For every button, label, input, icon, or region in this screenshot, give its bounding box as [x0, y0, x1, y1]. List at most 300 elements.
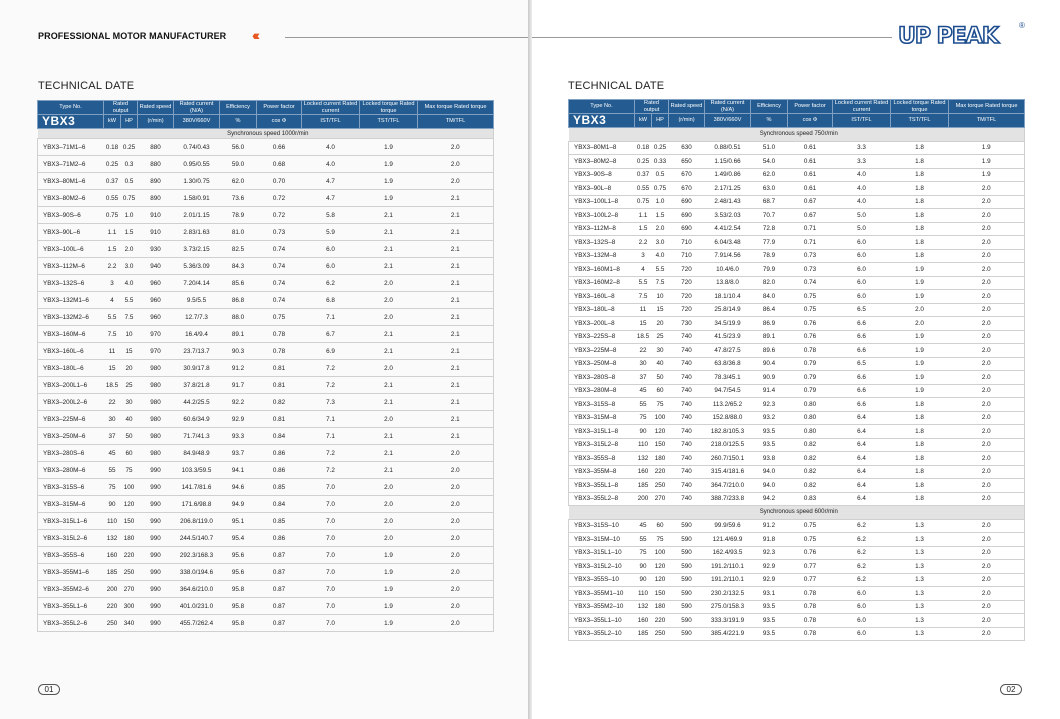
value-cell: 7.0 — [302, 598, 360, 615]
value-cell: 82.5 — [220, 241, 257, 258]
value-cell: 890 — [138, 190, 174, 207]
value-cell: 7.2 — [302, 377, 360, 394]
value-cell: 1.9 — [949, 141, 1025, 155]
value-cell: 720 — [669, 290, 705, 304]
value-cell: 10.4/6.0 — [705, 263, 751, 277]
value-cell: 93.5 — [751, 425, 788, 439]
model-cell: YBX3–355M1–6 — [38, 564, 104, 581]
value-cell: 1.9 — [891, 357, 949, 371]
value-cell: 11 — [635, 303, 652, 317]
value-cell: 6.8 — [302, 292, 360, 309]
value-cell: 110 — [104, 513, 121, 530]
value-cell: 720 — [669, 263, 705, 277]
value-cell: 1.8 — [891, 222, 949, 236]
header-locked-current: Locked current Rated current — [833, 100, 891, 114]
value-cell: 6.6 — [833, 330, 891, 344]
value-cell: 385.4/221.9 — [705, 627, 751, 641]
value-cell: 93.1 — [751, 587, 788, 601]
value-cell: 710 — [669, 236, 705, 250]
value-cell: 93.8 — [751, 452, 788, 466]
value-cell: 590 — [669, 519, 705, 533]
value-cell: 7.0 — [302, 479, 360, 496]
value-cell: 2.1 — [360, 462, 418, 479]
value-cell: 68.7 — [751, 195, 788, 209]
value-cell: 93.5 — [751, 600, 788, 614]
value-cell: 2.0 — [949, 357, 1025, 371]
value-cell: 78.3/45.1 — [705, 371, 751, 385]
value-cell: 740 — [669, 465, 705, 479]
model-cell: YBX3–132S–6 — [38, 275, 104, 292]
model-cell: YBX3–355S–8 — [569, 452, 635, 466]
value-cell: 970 — [138, 326, 174, 343]
table-row — [569, 317, 1025, 331]
header-unit-rmin: (r/min) — [669, 114, 705, 128]
model-cell: YBX3–100L2–8 — [569, 209, 635, 223]
model-cell: YBX3–200L2–6 — [38, 394, 104, 411]
value-cell: 2.0 — [949, 276, 1025, 290]
value-cell: 95.6 — [220, 547, 257, 564]
value-cell: 275.0/158.3 — [705, 600, 751, 614]
table-row — [569, 371, 1025, 385]
value-cell: 2.0 — [949, 209, 1025, 223]
header-unit-cos: cos Φ — [257, 115, 302, 129]
value-cell: 0.55 — [635, 182, 652, 196]
value-cell: 2.1 — [360, 377, 418, 394]
value-cell: 670 — [669, 182, 705, 196]
value-cell: 364.6/210.0 — [174, 581, 220, 598]
model-cell: YBX3–355M2–6 — [38, 581, 104, 598]
value-cell: 20 — [652, 317, 669, 331]
table-row — [38, 275, 494, 292]
value-cell: 0.74 — [257, 292, 302, 309]
spec-table — [568, 99, 1025, 641]
table-row — [569, 236, 1025, 250]
value-cell: 2.1 — [418, 326, 494, 343]
value-cell: 6.6 — [833, 371, 891, 385]
value-cell: 40 — [121, 411, 138, 428]
header-power-factor: Power factor — [788, 100, 833, 114]
model-cell: YBX3–315S–6 — [38, 479, 104, 496]
value-cell: 0.72 — [257, 190, 302, 207]
value-cell: 5.8 — [302, 207, 360, 224]
table-row — [38, 156, 494, 173]
value-cell: 7.2 — [302, 360, 360, 377]
value-cell: 1.8 — [891, 195, 949, 209]
value-cell: 0.82 — [788, 438, 833, 452]
value-cell: 6.0 — [833, 614, 891, 628]
value-cell: 740 — [669, 411, 705, 425]
value-cell: 3.53/2.03 — [705, 209, 751, 223]
value-cell: 0.81 — [257, 377, 302, 394]
model-cell: YBX3–112M–8 — [569, 222, 635, 236]
table-row — [569, 249, 1025, 263]
value-cell: 740 — [669, 425, 705, 439]
value-cell: 5.5 — [104, 309, 121, 326]
value-cell: 1.0 — [652, 195, 669, 209]
value-cell: 590 — [669, 600, 705, 614]
value-cell: 191.2/110.1 — [705, 560, 751, 574]
value-cell: 22 — [104, 394, 121, 411]
value-cell: 0.78 — [788, 600, 833, 614]
value-cell: 6.4 — [833, 425, 891, 439]
value-cell: 110 — [635, 587, 652, 601]
value-cell: 1.5 — [635, 222, 652, 236]
value-cell: 0.75 — [788, 290, 833, 304]
value-cell: 0.84 — [257, 428, 302, 445]
value-cell: 5.5 — [652, 263, 669, 277]
value-cell: 120 — [652, 573, 669, 587]
value-cell: 54.0 — [751, 155, 788, 169]
value-cell: 880 — [138, 156, 174, 173]
model-cell: YBX3–160M2–8 — [569, 276, 635, 290]
value-cell: 0.74 — [257, 275, 302, 292]
value-cell: 4.0 — [652, 249, 669, 263]
table-row — [569, 276, 1025, 290]
value-cell: 2.48/1.43 — [705, 195, 751, 209]
value-cell: 63.8/36.8 — [705, 357, 751, 371]
value-cell: 0.77 — [788, 573, 833, 587]
value-cell: 2.1 — [418, 377, 494, 394]
value-cell: 0.75 — [104, 207, 121, 224]
value-cell: 1.58/0.91 — [174, 190, 220, 207]
model-cell: YBX3–355L1–6 — [38, 598, 104, 615]
value-cell: 34.5/19.9 — [705, 317, 751, 331]
value-cell: 6.5 — [833, 303, 891, 317]
value-cell: 50 — [121, 428, 138, 445]
value-cell: 63.0 — [751, 182, 788, 196]
value-cell: 0.74 — [788, 276, 833, 290]
table-row — [38, 360, 494, 377]
table-row — [38, 241, 494, 258]
value-cell: 132 — [104, 530, 121, 547]
value-cell: 0.73 — [788, 263, 833, 277]
value-cell: 990 — [138, 530, 174, 547]
value-cell: 141.7/81.6 — [174, 479, 220, 496]
value-cell: 0.75 — [788, 303, 833, 317]
value-cell: 59.0 — [220, 156, 257, 173]
value-cell: 1.3 — [891, 573, 949, 587]
value-cell: 94.2 — [751, 492, 788, 506]
value-cell: 270 — [652, 492, 669, 506]
value-cell: 185 — [635, 479, 652, 493]
value-cell: 1.49/0.86 — [705, 168, 751, 182]
value-cell: 0.68 — [257, 156, 302, 173]
model-cell: YBX3–355M2–10 — [569, 600, 635, 614]
table-row — [569, 222, 1025, 236]
value-cell: 1.9 — [891, 330, 949, 344]
value-cell: 2.0 — [949, 560, 1025, 574]
value-cell: 1.0 — [121, 207, 138, 224]
table-row — [569, 587, 1025, 601]
value-cell: 2.0 — [949, 290, 1025, 304]
value-cell: 990 — [138, 615, 174, 632]
value-cell: 7.20/4.14 — [174, 275, 220, 292]
value-cell: 0.74/0.43 — [174, 139, 220, 156]
value-cell: 90.9 — [751, 371, 788, 385]
value-cell: 2.0 — [949, 263, 1025, 277]
table-row — [569, 168, 1025, 182]
header-unit-tm: TM/TFL — [418, 115, 494, 129]
value-cell: 73.6 — [220, 190, 257, 207]
table-row — [38, 139, 494, 156]
value-cell: 338.0/194.6 — [174, 564, 220, 581]
table-row — [569, 465, 1025, 479]
model-cell: YBX3–160M1–8 — [569, 263, 635, 277]
value-cell: 15 — [652, 303, 669, 317]
value-cell: 92.9 — [751, 573, 788, 587]
value-cell: 45 — [635, 519, 652, 533]
value-cell: 2.0 — [949, 249, 1025, 263]
value-cell: 6.2 — [833, 519, 891, 533]
value-cell: 0.79 — [788, 371, 833, 385]
value-cell: 89.6 — [751, 344, 788, 358]
table-row — [569, 438, 1025, 452]
value-cell: 5.0 — [833, 222, 891, 236]
table-row — [569, 519, 1025, 533]
value-cell: 315.4/181.6 — [705, 465, 751, 479]
value-cell: 590 — [669, 533, 705, 547]
value-cell: 2.0 — [418, 496, 494, 513]
value-cell: 6.0 — [833, 587, 891, 601]
page-title: TECHNICAL DATE — [38, 80, 135, 92]
table-row — [569, 344, 1025, 358]
value-cell: 7.5 — [121, 309, 138, 326]
value-cell: 162.4/93.5 — [705, 546, 751, 560]
value-cell: 250 — [104, 615, 121, 632]
value-cell: 18.1/10.4 — [705, 290, 751, 304]
value-cell: 6.0 — [833, 600, 891, 614]
value-cell: 740 — [669, 357, 705, 371]
value-cell: 0.5 — [121, 173, 138, 190]
value-cell: 2.0 — [418, 139, 494, 156]
value-cell: 2.0 — [949, 411, 1025, 425]
value-cell: 90 — [104, 496, 121, 513]
value-cell: 590 — [669, 573, 705, 587]
value-cell: 13.8/8.0 — [705, 276, 751, 290]
value-cell: 95.4 — [220, 530, 257, 547]
value-cell: 0.87 — [257, 598, 302, 615]
value-cell: 60 — [652, 519, 669, 533]
value-cell: 1.8 — [891, 141, 949, 155]
value-cell: 182.8/105.3 — [705, 425, 751, 439]
header-unit-pct: % — [751, 114, 788, 128]
value-cell: 1.8 — [891, 236, 949, 250]
value-cell: 92.9 — [751, 560, 788, 574]
value-cell: 0.67 — [788, 195, 833, 209]
model-cell: YBX3–315M–10 — [569, 533, 635, 547]
value-cell: 90 — [635, 573, 652, 587]
value-cell: 0.76 — [788, 546, 833, 560]
value-cell: 90 — [635, 560, 652, 574]
value-cell: 980 — [138, 360, 174, 377]
header-type-no: Type No. — [38, 101, 104, 115]
value-cell: 740 — [669, 371, 705, 385]
value-cell: 670 — [669, 168, 705, 182]
value-cell: 7.2 — [302, 445, 360, 462]
header-rated-output: Rated output — [635, 100, 669, 114]
value-cell: 7.5 — [652, 276, 669, 290]
value-cell: 980 — [138, 411, 174, 428]
value-cell: 2.0 — [949, 425, 1025, 439]
value-cell: 45 — [104, 445, 121, 462]
value-cell: 1.8 — [891, 155, 949, 169]
value-cell: 2.1 — [360, 224, 418, 241]
value-cell: 132 — [635, 452, 652, 466]
table-row — [38, 564, 494, 581]
value-cell: 980 — [138, 377, 174, 394]
value-cell: 6.5 — [833, 357, 891, 371]
value-cell: 1.8 — [891, 492, 949, 506]
value-cell: 930 — [138, 241, 174, 258]
value-cell: 94.7/54.5 — [705, 384, 751, 398]
model-cell: YBX3–180L–6 — [38, 360, 104, 377]
value-cell: 0.75 — [121, 190, 138, 207]
header-unit-hp: HP — [652, 114, 669, 128]
table-row — [569, 357, 1025, 371]
value-cell: 0.85 — [257, 513, 302, 530]
value-cell: 630 — [669, 141, 705, 155]
value-cell: 91.8 — [751, 533, 788, 547]
header-efficiency: Efficiency — [751, 100, 788, 114]
value-cell: 2.0 — [949, 479, 1025, 493]
value-cell: 590 — [669, 587, 705, 601]
value-cell: 2.1 — [418, 190, 494, 207]
value-cell: 0.81 — [257, 360, 302, 377]
model-cell: YBX3–200L–8 — [569, 317, 635, 331]
model-cell: YBX3–315L1–8 — [569, 425, 635, 439]
value-cell: 0.78 — [257, 326, 302, 343]
value-cell: 2.0 — [360, 360, 418, 377]
value-cell: 980 — [138, 445, 174, 462]
value-cell: 132 — [635, 600, 652, 614]
value-cell: 2.0 — [891, 317, 949, 331]
value-cell: 0.3 — [121, 156, 138, 173]
value-cell: 2.0 — [360, 479, 418, 496]
value-cell: 1.8 — [891, 425, 949, 439]
table-row — [38, 513, 494, 530]
value-cell: 2.0 — [121, 241, 138, 258]
model-cell: YBX3–225M–8 — [569, 344, 635, 358]
value-cell: 75 — [652, 398, 669, 412]
page-left — [0, 0, 528, 719]
value-cell: 25 — [121, 377, 138, 394]
value-cell: 2.1 — [418, 241, 494, 258]
value-cell: 2.01/1.15 — [174, 207, 220, 224]
model-cell: YBX3–132S–8 — [569, 236, 635, 250]
table-row — [569, 195, 1025, 209]
model-cell: YBX3–280S–6 — [38, 445, 104, 462]
brand-tagline: PROFESSIONAL MOTOR MANUFACTURER — [38, 31, 227, 41]
value-cell: 92.9 — [220, 411, 257, 428]
value-cell: 0.5 — [652, 168, 669, 182]
value-cell: 1.3 — [891, 560, 949, 574]
value-cell: 2.0 — [418, 445, 494, 462]
value-cell: 37.8/21.8 — [174, 377, 220, 394]
header-unit-kw: kW — [635, 114, 652, 128]
value-cell: 93.7 — [220, 445, 257, 462]
value-cell: 2.0 — [949, 236, 1025, 250]
value-cell: 75 — [104, 479, 121, 496]
value-cell: 86.8 — [220, 292, 257, 309]
value-cell: 180 — [652, 452, 669, 466]
value-cell: 30.9/17.8 — [174, 360, 220, 377]
value-cell: 250 — [652, 479, 669, 493]
value-cell: 171.6/98.8 — [174, 496, 220, 513]
table-row — [38, 326, 494, 343]
value-cell: 1.8 — [891, 479, 949, 493]
table-row — [569, 560, 1025, 574]
value-cell: 113.2/65.2 — [705, 398, 751, 412]
value-cell: 6.0 — [833, 627, 891, 641]
table-row — [38, 581, 494, 598]
header-locked-torque: Locked torque Rated torque — [891, 100, 949, 114]
model-cell: YBX3–160M–6 — [38, 326, 104, 343]
value-cell: 37 — [635, 371, 652, 385]
value-cell: 2.0 — [418, 530, 494, 547]
value-cell: 10 — [121, 326, 138, 343]
value-cell: 30 — [652, 344, 669, 358]
value-cell: 6.0 — [833, 249, 891, 263]
value-cell: 2.1 — [418, 343, 494, 360]
value-cell: 72.8 — [751, 222, 788, 236]
value-cell: 0.80 — [788, 398, 833, 412]
value-cell: 590 — [669, 546, 705, 560]
model-cell: YBX3–225S–8 — [569, 330, 635, 344]
value-cell: 84.0 — [751, 290, 788, 304]
value-cell: 94.0 — [751, 479, 788, 493]
value-cell: 3.73/2.15 — [174, 241, 220, 258]
value-cell: 292.3/168.3 — [174, 547, 220, 564]
value-cell: 206.8/119.0 — [174, 513, 220, 530]
value-cell: 0.76 — [788, 330, 833, 344]
value-cell: 30 — [104, 411, 121, 428]
value-cell: 1.9 — [891, 371, 949, 385]
value-cell: 0.73 — [788, 249, 833, 263]
value-cell: 0.88/0.51 — [705, 141, 751, 155]
model-cell: YBX3–355L2–6 — [38, 615, 104, 632]
header-rule — [285, 37, 528, 38]
value-cell: 7.0 — [302, 513, 360, 530]
value-cell: 0.74 — [257, 258, 302, 275]
value-cell: 2.0 — [949, 195, 1025, 209]
table-row — [569, 290, 1025, 304]
value-cell: 103.3/59.5 — [174, 462, 220, 479]
header-rated-current: Rated current (N/A) — [705, 100, 751, 114]
value-cell: 120 — [652, 560, 669, 574]
value-cell: 990 — [138, 581, 174, 598]
value-cell: 960 — [138, 309, 174, 326]
value-cell: 2.0 — [949, 317, 1025, 331]
value-cell: 5.5 — [121, 292, 138, 309]
value-cell: 0.67 — [788, 209, 833, 223]
value-cell: 730 — [669, 317, 705, 331]
value-cell: 990 — [138, 479, 174, 496]
page-title: TECHNICAL DATE — [568, 80, 665, 92]
model-cell: YBX3–80M1–8 — [569, 141, 635, 155]
value-cell: 2.1 — [360, 343, 418, 360]
value-cell: 15 — [635, 317, 652, 331]
value-cell: 740 — [669, 479, 705, 493]
value-cell: 91.2 — [220, 360, 257, 377]
value-cell: 7.1 — [302, 309, 360, 326]
value-cell: 740 — [669, 330, 705, 344]
value-cell: 0.25 — [104, 156, 121, 173]
value-cell: 6.4 — [833, 479, 891, 493]
value-cell: 6.2 — [302, 275, 360, 292]
value-cell: 78.9 — [220, 207, 257, 224]
table-row — [38, 394, 494, 411]
value-cell: 990 — [138, 496, 174, 513]
